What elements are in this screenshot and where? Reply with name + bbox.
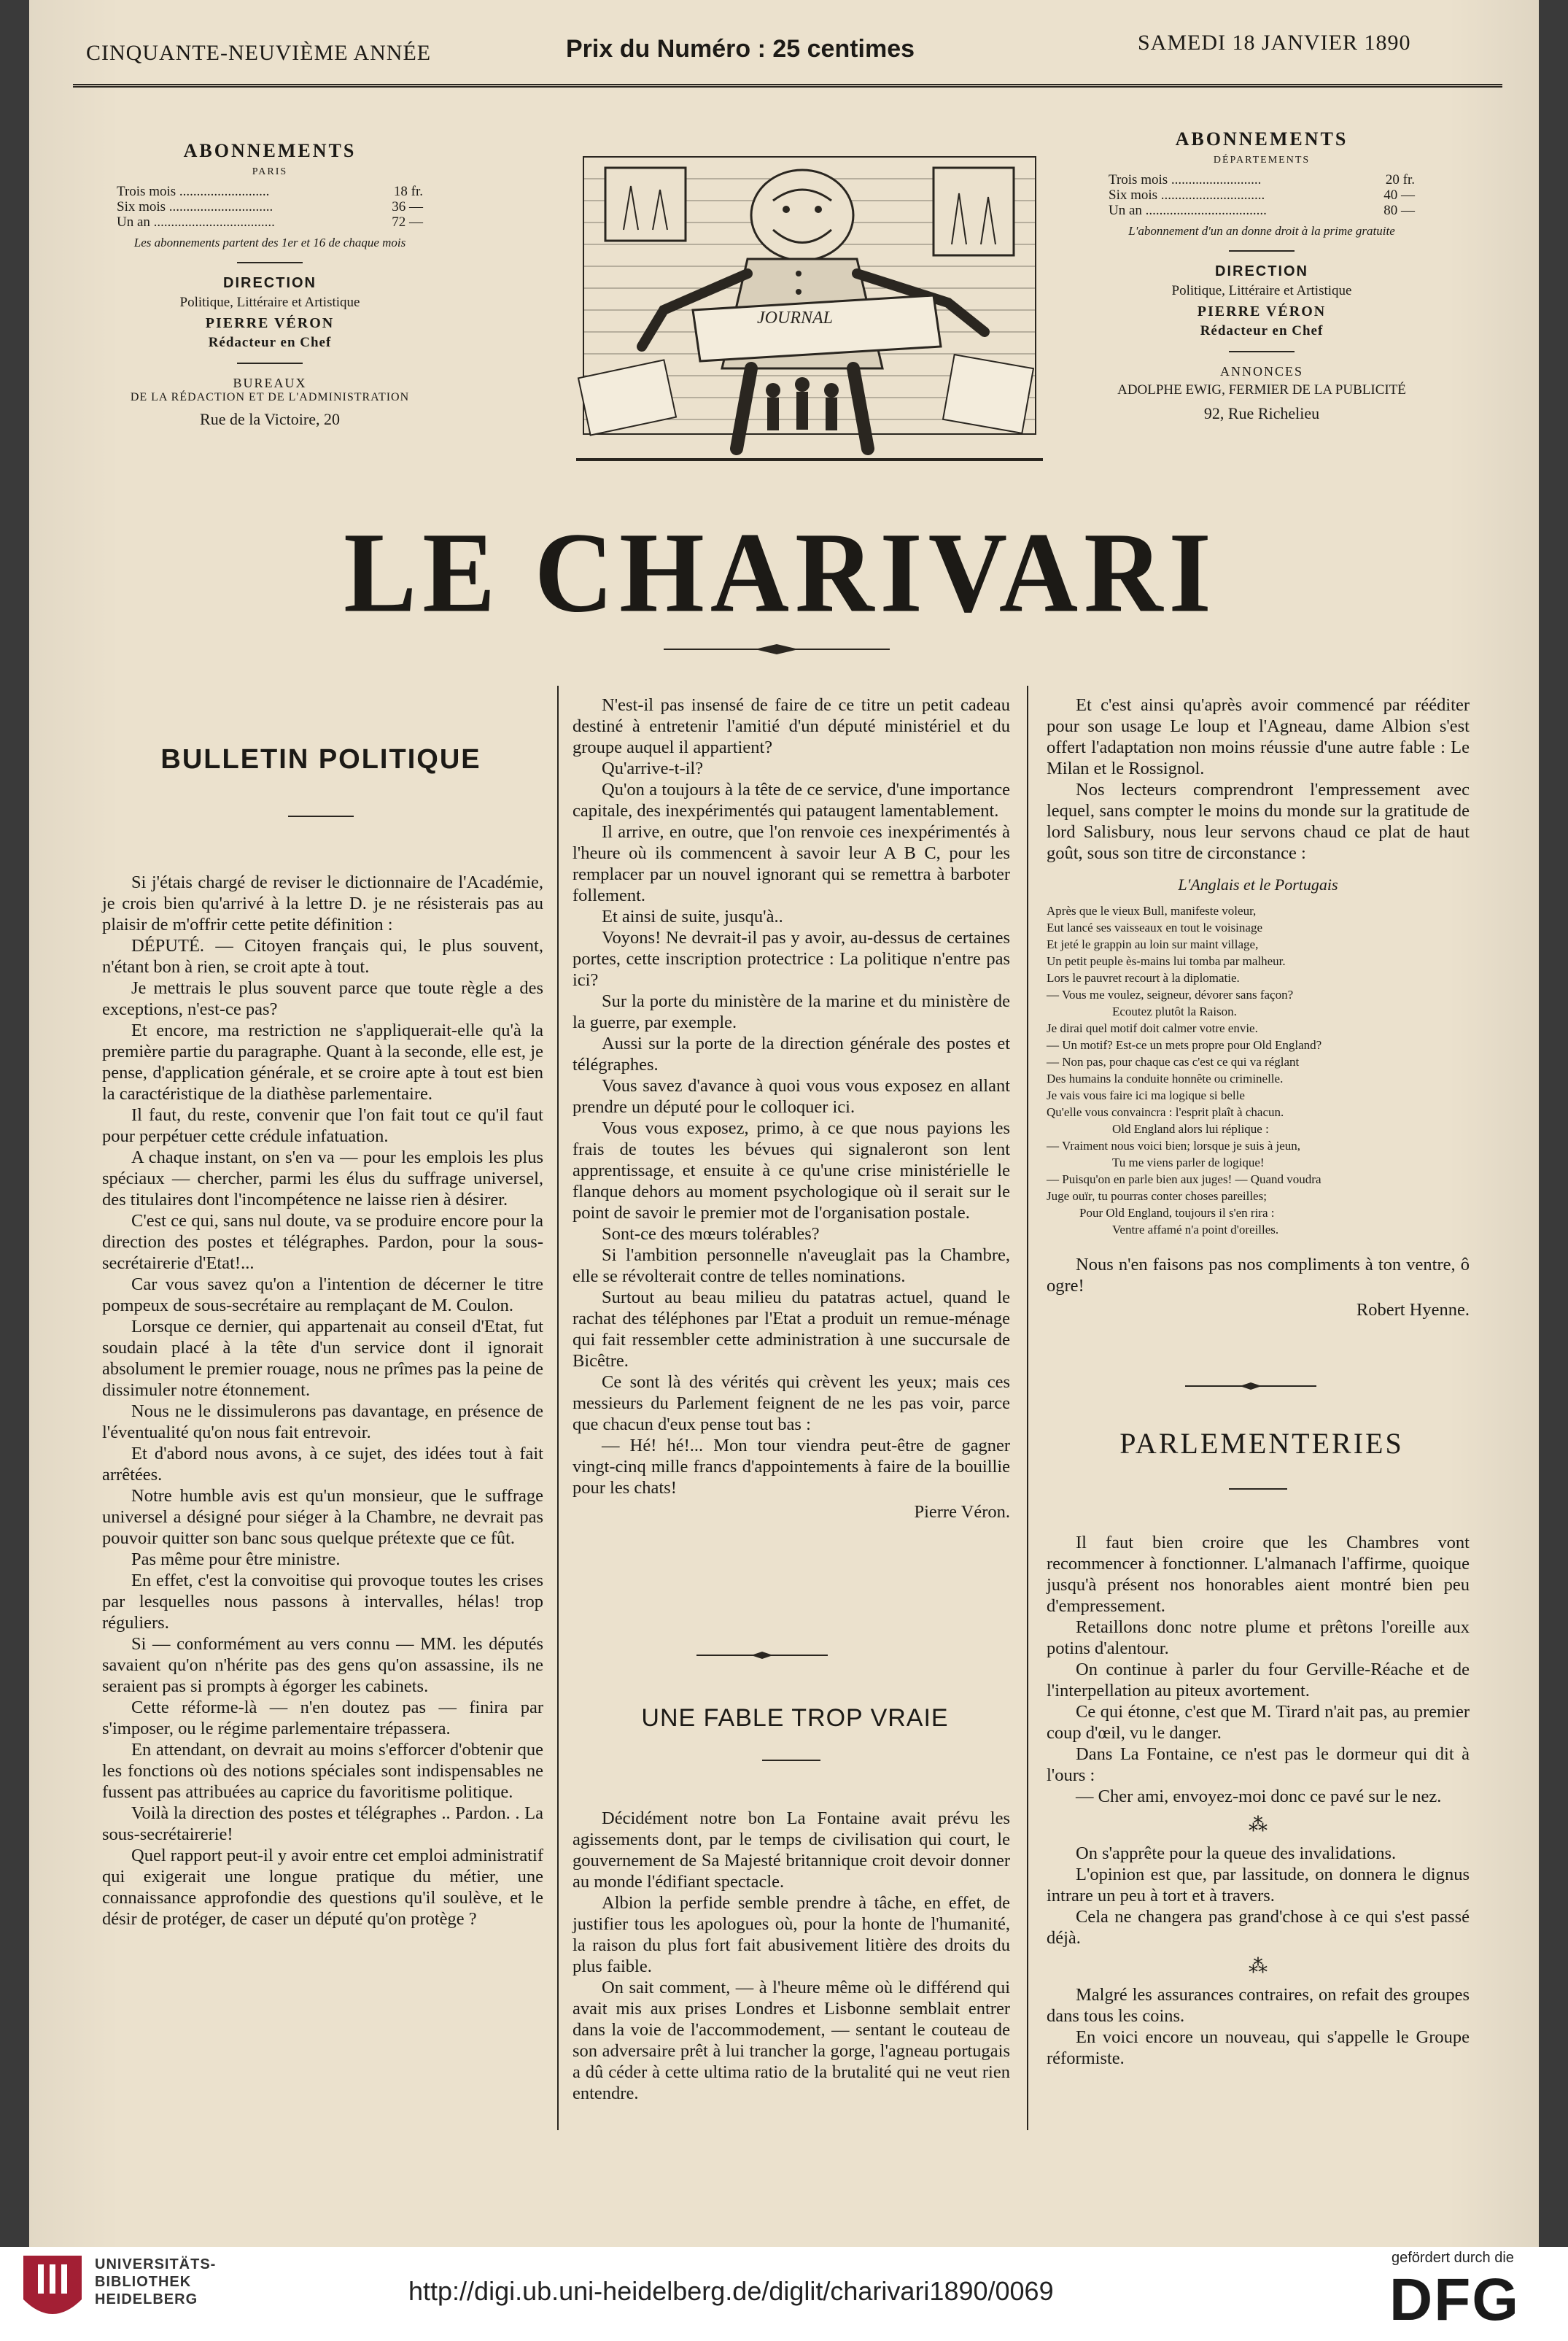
poem-line: — Vraiment nous voici bien; lorsque je suis à jeun, — [1047, 1139, 1301, 1153]
author-signature: Pierre Véron. — [914, 1502, 1010, 1522]
article-paragraph: Vous vous exposez, primo, à ce que nous payions les frais de toutes les bévues qui signaleront son lent apprentissage, et ensuite à ce qu'une crise ministérielle le flanque dehors au moment psychologique où il serait sur le point de savoir le premier mot de l'organisation postale. — [573, 1118, 1010, 1223]
article-paragraph: Qu'arrive-t-il? — [602, 759, 704, 778]
rate-row — [117, 199, 423, 214]
article-paragraph: Voyons! Ne devrait-il pas y avoir, au-dessus de certaines portes, cette inscription protectrice : La politique n'entre pas ici? — [573, 928, 1010, 990]
article-paragraph: Sont-ce des mœurs tolérables? — [602, 1224, 820, 1244]
fable-heading: UNE FABLE TROP VRAIE — [641, 1704, 949, 1732]
engraving-banner-text: JOURNAL — [757, 309, 833, 328]
article-paragraph: Il faut bien croire que les Chambres vont recommencer à fonctionner. L'almanach l'affirme, quoique jusqu'à présent nos honorables aient montré bien peu d'empressement. — [1047, 1533, 1470, 1616]
subscription-note: Les abonnements partent des 1er et 16 de chaque mois — [133, 236, 406, 249]
poem-title: L'Anglais et le Portugais — [1178, 875, 1338, 894]
annonces-agent: ADOLPHE EWIG, FERMIER DE LA PUBLICITÉ — [1117, 382, 1406, 398]
article-paragraph: Nous ne le dissimulerons pas davantage, en présence de l'éventualité qu'on nous fait entrevoir. — [102, 1401, 543, 1442]
subscription-note: L'abonnement d'un an donne droit à la prime gratuite — [1128, 224, 1395, 238]
director-role: Rédacteur en Chef — [1200, 323, 1324, 338]
rate-row — [117, 184, 423, 199]
article-paragraph: Quel rapport peut-il y avoir entre cet emploi administratif qui exigerait une longue pratique du métier, une connaissance approfondie des questions qu'il soulève, et le désir de protéger, de caser un député qu'on protège ? — [102, 1846, 543, 1929]
rate-value: 36 — — [392, 199, 423, 214]
poem-line: Ventre affamé n'a point d'oreilles. — [1112, 1223, 1279, 1237]
article-paragraph: Nos lecteurs comprendront l'empressement avec lequel, sans compter le moins du monde sur la gratitude de lord Salisbury, nous leur servons chaud ce plat de haut goût, sous son titre de circonstance : — [1047, 780, 1470, 863]
university-name-line: BIBLIOTHEK — [95, 2274, 192, 2290]
article-paragraph: Et ainsi de suite, jusqu'à.. — [602, 907, 783, 926]
university-name-line: UNIVERSITÄTS- — [95, 2256, 217, 2272]
subscriptions-departements — [1072, 128, 1451, 423]
article-paragraph: En attendant, on devrait au moins s'efforcer d'obtenir que les fonctions où des notions spéciales sont indispensables ne fussent pas attribuées au caprice du favoritisme politique. — [102, 1740, 543, 1802]
subscription-rates — [1109, 172, 1415, 218]
article-paragraph: Ce qui étonne, c'est que M. Tirard n'ait pas, au premier coup d'œil, vu le danger. — [1047, 1702, 1470, 1743]
article-paragraph: N'est-il pas insensé de faire de ce titre un petit cadeau destiné à entretenir l'amitié d'un député ministériel et du groupe auquel il appartient? — [573, 695, 1010, 757]
parlementeries-article — [1047, 1532, 1470, 2069]
issue-price: Prix du Numéro : 25 centimes — [566, 35, 915, 63]
rate-row — [117, 214, 423, 230]
article-paragraph: Je mettrais le plus souvent parce que toute règle a des exceptions, n'est-ce pas? — [102, 978, 543, 1019]
article-paragraph: — Hé! hé!... Mon tour viendra peut-être de gagner vingt-cinq mille francs d'appointements à faire de la bouillie pour les chats! — [573, 1436, 1010, 1498]
rate-value: 18 fr. — [393, 184, 423, 199]
annonces-address: 92, Rue Richelieu — [1203, 404, 1320, 422]
divider — [237, 363, 303, 364]
article-paragraph: L'opinion est que, par lassitude, on donnera le dignus intrare un peu à tort et à travers. — [1047, 1865, 1470, 1905]
article-paragraph: Lorsque ce dernier, qui appartenait au conseil d'Etat, fut soudain placé à la tête d'un service dont il ignorait absolument le premier rouage, nous ne prîmes pas la peine de dissimuler notre étonnement. — [102, 1317, 543, 1400]
poem-line: — Un motif? Est-ce un mets propre pour Old England? — [1047, 1038, 1322, 1052]
bureaux-address: Rue de la Victoire, 20 — [200, 410, 340, 428]
article-paragraph: DÉPUTÉ. — Citoyen français qui, le plus souvent, n'étant bon à rien, se croit apte à tout. — [102, 936, 543, 977]
poem-line: Je dirai quel motif doit calmer votre envie. — [1047, 1021, 1258, 1035]
rate-label: Un an ................................... — [117, 214, 275, 230]
rate-value: 20 fr. — [1385, 172, 1415, 187]
poem-line: Juge ouïr, tu pourras conter choses pareilles; — [1047, 1189, 1267, 1203]
masthead-ornament — [664, 642, 890, 657]
rate-value: 72 — — [392, 214, 423, 230]
section-ornament — [696, 1650, 828, 1660]
director-name: PIERRE VÉRON — [1197, 303, 1327, 320]
subscriptions-region: DÉPARTEMENTS — [1213, 155, 1311, 166]
subscriptions-city: PARIS — [252, 166, 288, 177]
article-paragraph: A chaque instant, on s'en va — pour les emplois les plus spéciaux — chercher, parmi les élus du suffrage universel, des titulaires dont l'incompétence ne laisse rien à désirer. — [102, 1148, 543, 1210]
rate-value: 80 — — [1383, 203, 1415, 218]
subscription-rates — [117, 184, 423, 230]
newspaper-page — [29, 0, 1539, 2247]
section-ornament — [1185, 1381, 1316, 1391]
university-name-line: HEIDELBERG — [95, 2291, 198, 2307]
divider — [1229, 250, 1295, 252]
article-paragraph: En voici encore un nouveau, qui s'appelle le Groupe réformiste. — [1047, 2027, 1470, 2068]
divider — [1229, 351, 1295, 352]
bulletin-continued — [573, 694, 1010, 1522]
article-paragraph: Surtout au beau milieu du patatras actuel, quand le rachat des téléphones par l'Etat a produit un remue-ménage qui fait ressembler cette administration à une succursale de Bicêtre. — [573, 1288, 1010, 1371]
bulletin-article — [102, 872, 543, 1930]
bureaux-subtitle: DE LA RÉDACTION ET DE L'ADMINISTRATION — [130, 391, 410, 403]
poem-line: Lors le pauvret recourt à la diplomatie. — [1047, 971, 1240, 985]
rate-label: Six mois .............................. — [117, 199, 273, 214]
article-paragraph: Qu'on a toujours à la tête de ce service, d'une importance capitale, des inexpérimentés qui pataugent lamentablement. — [573, 780, 1010, 821]
divider — [237, 262, 303, 263]
article-paragraph: Sur la porte du ministère de la marine et du ministère de la guerre, par exemple. — [573, 991, 1010, 1032]
article-paragraph: — Cher ami, envoyez-moi donc ce pavé sur le nez. — [1076, 1787, 1442, 1806]
article-paragraph: Si — conformément au vers connu — MM. les députés savaient qu'on n'hérite pas des gens qu'on assassine, ils ne seraient pas si prompts à égorger les cabinets. — [102, 1634, 543, 1696]
article-paragraph: Et c'est ainsi qu'après avoir commencé par rééditer pour son usage Le loup et l'Agneau, dame Albion s'est offert l'adaptation non moins réussie d'une autre fable : Le Milan et le Rossignol. — [1047, 695, 1470, 778]
poem-line: Je vais vous faire ici ma logique si belle — [1047, 1088, 1245, 1102]
poem-line: — Non pas, pour chaque cas c'est ce qui va réglant — [1047, 1055, 1300, 1069]
director-name: PIERRE VÉRON — [205, 315, 335, 331]
article-paragraph: Vous savez d'avance à quoi vous vous exposez en allant prendre un député pour le colloquer ici. — [573, 1076, 1010, 1117]
poem-line: Des humains la conduite honnête ou criminelle. — [1047, 1072, 1284, 1086]
article-paragraph: En effet, c'est la convoitise qui provoque toutes les crises par lesquelles nous passons à intervalles, hélas! trop réguliers. — [102, 1571, 543, 1633]
rate-label: Trois mois .......................... — [117, 184, 270, 199]
poem-line: Eut lancé ses vaisseaux en tout le voisinage — [1047, 921, 1262, 935]
direction-subtitle: Politique, Littéraire et Artistique — [1171, 283, 1352, 298]
direction-title: DIRECTION — [1215, 263, 1308, 279]
article-paragraph: Cela ne changera pas grand'chose à ce qui s'est passé déjà. — [1047, 1907, 1470, 1948]
article-paragraph: Dans La Fontaine, ce n'est pas le dormeur qui dit à l'ours : — [1047, 1744, 1470, 1785]
article-paragraph: Nous n'en faisons pas nos compliments à ton ventre, ô ogre! — [1047, 1255, 1470, 1296]
director-role: Rédacteur en Chef — [208, 335, 332, 350]
masthead-engraving — [554, 128, 1065, 478]
article-paragraph: Malgré les assurances contraires, on refait des groupes dans tous les coins. — [1047, 1985, 1470, 2026]
poem — [1047, 902, 1470, 1238]
heading-rule — [288, 816, 354, 817]
article-paragraph: C'est ce qui, sans nul doute, va se produire encore pour la direction des postes et télégraphes. Pardon, pour la sous-secrétairerie d'Etat!... — [102, 1211, 543, 1273]
section-separator: ⁂ — [1249, 1956, 1268, 1977]
article-paragraph: Il faut, du reste, convenir que l'on fait tout ce qu'il faut pour perpétuer cette crédule infatuation. — [102, 1105, 543, 1146]
author-signature: Robert Hyenne. — [1356, 1300, 1470, 1320]
poem-line: Old England alors lui réplique : — [1112, 1122, 1269, 1136]
poem-line: Ecoutez plutôt la Raison. — [1112, 1005, 1237, 1018]
article-paragraph: Retaillons donc notre plume et prêtons l'oreille aux potins d'alentour. — [1047, 1617, 1470, 1658]
column-rule — [1027, 686, 1028, 2130]
fable-article — [573, 1808, 1010, 2104]
rate-row — [1109, 187, 1415, 203]
issue-date: SAMEDI 18 JANVIER 1890 — [1138, 31, 1411, 55]
article-paragraph: Pas même pour être ministre. — [131, 1549, 341, 1569]
rate-label: Un an ................................... — [1109, 203, 1267, 218]
article-paragraph: Il arrive, en outre, que l'on renvoie ces inexpérimentés à l'heure où ils commencent à savoir leur A B C, pour les remplacer par un nouvel ignorant qui se remettra à barboter follement. — [573, 822, 1010, 905]
edition-year: CINQUANTE-NEUVIÈME ANNÉE — [86, 41, 432, 65]
university-logo-icon — [16, 2248, 89, 2333]
bureaux-title: BUREAUX — [233, 376, 307, 390]
article-paragraph: Albion la perfide semble prendre à tâche, en effet, de justifier tous les apologues où, pour la honte de l'humanité, la raison du plus fort fait abusivement litière des droits du plus faible. — [573, 1893, 1010, 1976]
poem-line: Tu me viens parler de logique! — [1112, 1156, 1265, 1169]
article-paragraph: Voilà la direction des postes et télégraphes .. Pardon. . La sous-secrétairerie! — [102, 1803, 543, 1844]
poem-line: Après que le vieux Bull, manifeste voleur, — [1047, 904, 1257, 918]
article-paragraph: Si l'ambition personnelle n'aveuglait pas la Chambre, elle se révolterait contre de telles nominations. — [573, 1245, 1010, 1286]
heading-rule — [762, 1760, 820, 1761]
rate-row — [1109, 203, 1415, 218]
masthead-title: LE CHARIVARI — [344, 508, 1217, 637]
poem-line: — Puisqu'on en parle bien aux juges! — Quand voudra — [1047, 1172, 1321, 1186]
subscriptions-title: ABONNEMENTS — [183, 140, 357, 161]
poem-line: — Vous me voulez, seigneur, dévorer sans façon? — [1047, 988, 1294, 1002]
source-url-link[interactable]: http://digi.ub.uni-heidelberg.de/diglit/charivari1890/0069 — [408, 2276, 1054, 2306]
article-paragraph: On continue à parler du four Gerville-Réache et de l'interpellation au piteux avortement. — [1047, 1660, 1470, 1700]
article-paragraph: Ce sont là des vérités qui crèvent les yeux; mais ces messieurs du Parlement feignent de ne les pas voir, parce que chacun d'eux pense tout bas : — [573, 1372, 1010, 1434]
article-paragraph: Aussi sur la porte de la direction générale des postes et télégraphes. — [573, 1034, 1010, 1075]
article-paragraph: On sait comment, — à l'heure même où le différend qui avait mis aux prises Londres et Lisbonne semblait entrer dans la voie de l'accommodement, — sentant le couteau de son adversaire prêt à lui trancher la gorge, l'agneau portugais a dû céder à cette ultima ratio de la brutalité qui ne veut rien entendre. — [573, 1978, 1010, 2103]
rate-label: Trois mois .......................... — [1109, 172, 1262, 187]
header-rule — [73, 84, 1502, 88]
direction-title: DIRECTION — [223, 275, 317, 291]
heading-rule — [1229, 1488, 1287, 1490]
article-paragraph: On s'apprête pour la queue des invalidations. — [1076, 1843, 1397, 1863]
funder-caption: gefördert durch die — [1392, 2250, 1514, 2266]
poem-line: Un petit peuple ès-mains lui tomba par malheur. — [1047, 954, 1286, 968]
rate-row — [1109, 172, 1415, 187]
rate-label: Six mois .............................. — [1109, 187, 1265, 203]
article-paragraph: Et d'abord nous avons, à ce sujet, des idées tout à fait arrêtées. — [102, 1444, 543, 1485]
university-name — [95, 2256, 216, 2308]
direction-subtitle: Politique, Littéraire et Artistique — [179, 295, 360, 310]
annonces-title: ANNONCES — [1219, 364, 1303, 379]
article-paragraph: Cette réforme-là — n'en doutez pas — finira par s'imposer, ou le régime parlementaire trépassera. — [102, 1698, 543, 1738]
article-paragraph: Et encore, ma restriction ne s'appliquerait-elle qu'à la première partie du paragraphe. Quant à la seconde, elle est, je pense, d'application générale, et se croire apte à tout est bien la caractéristique de la diathèse parlementaire. — [102, 1021, 543, 1104]
parlementeries-heading: PARLEMENTERIES — [1119, 1427, 1404, 1460]
subscriptions-title: ABONNEMENTS — [1175, 128, 1348, 150]
article-paragraph: Décidément notre bon La Fontaine avait prévu les agissements dont, par le temps de civilisation qui court, le gouvernement de Sa Majesté britannique croit devoir donner au monde l'édifiant spectacle. — [573, 1808, 1010, 1892]
column-rule — [557, 686, 559, 2130]
funder-logo: DFG — [1389, 2267, 1521, 2333]
fable-continued — [1047, 694, 1470, 1320]
poem-line: Qu'elle vous convaincra : l'esprit plaît à chacun. — [1047, 1105, 1284, 1119]
poem-line: Pour Old England, toujours il s'en rira : — [1079, 1206, 1275, 1220]
article-paragraph: Si j'étais chargé de reviser le dictionnaire de l'Académie, je crois bien qu'arrivé à la lettre D. je ne résisterais pas au plaisir de m'offrir cette petite définition : — [102, 872, 543, 935]
rate-value: 40 — — [1383, 187, 1415, 203]
poem-line: Et jeté le grappin au loin sur maint village, — [1047, 937, 1259, 951]
subscriptions-paris — [80, 140, 459, 429]
article-paragraph: Notre humble avis est qu'un monsieur, que le suffrage universel a désigné pour siéger à la Chambre, ne devrait pas pouvoir quitter son banc sous quelque prétexte que ce fût. — [102, 1486, 543, 1548]
bulletin-heading: BULLETIN POLITIQUE — [160, 744, 481, 775]
article-paragraph: Car vous savez qu'on a l'intention de décerner le titre pompeux de sous-secrétaire au remplaçant de M. Coulon. — [102, 1274, 543, 1315]
section-separator: ⁂ — [1249, 1814, 1268, 1835]
